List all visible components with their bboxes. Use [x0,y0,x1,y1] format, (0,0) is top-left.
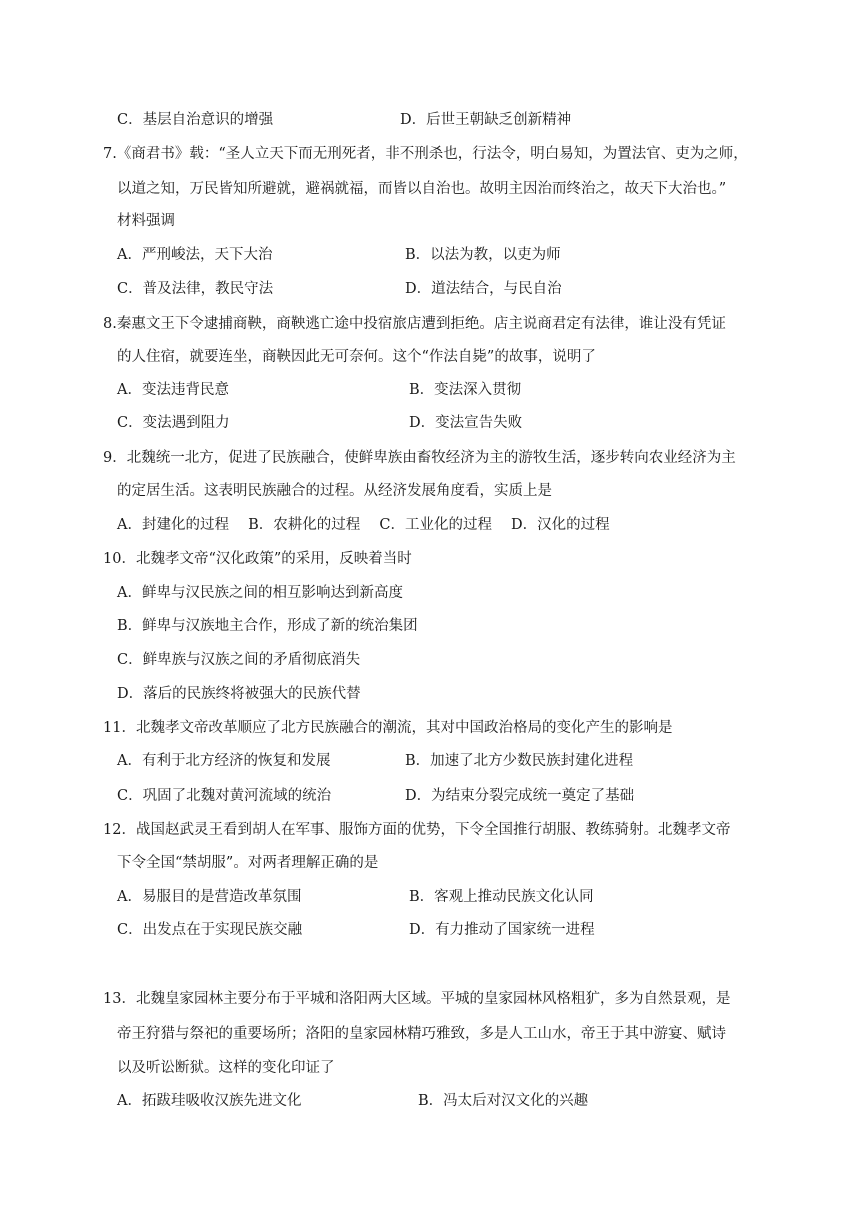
q9-options: A．封建化的过程 B．农耕化的过程 C．工业化的过程 D．汉化的过程 [117,517,610,533]
q7-option-b: B．以法为教，以吏为师 [405,247,561,263]
q8-option-a: A．变法违背民意 [117,382,229,398]
q9-stem-line1: 9．北魏统一北方，促进了民族融合，使鲜卑族由畜牧经济为主的游牧生活，逐步转向农业经济为主 [103,450,736,466]
q6-option-c: C．基层自治意识的增强 [117,112,274,128]
q11-option-c: C．巩固了北魏对黄河流域的统治 [117,788,332,804]
q12-option-a: A．易服目的是营造改革氛围 [117,889,302,905]
q10-option-d: D．落后的民族终将被强大的民族代替 [117,686,361,702]
q8-stem-line1: 8.秦惠文王下令逮捕商鞅，商鞅逃亡途中投宿旅店遭到拒绝。店主说商君定有法律，谁让没有凭证 [103,316,726,332]
q12-option-c: C．出发点在于实现民族交融 [117,922,303,938]
q7-stem-line1: 7.《商君书》载：“圣人立天下而无刑死者，非不刑杀也，行法令，明白易知，为置法官、吏为之师， [103,146,748,162]
q10-option-c: C．鲜卑族与汉族之间的矛盾彻底消失 [117,652,361,668]
q11-option-d: D．为结束分裂完成统一奠定了基础 [405,788,635,804]
q12-option-d: D．有力推动了国家统一进程 [409,922,595,938]
q11-option-a: A．有利于北方经济的恢复和发展 [117,753,331,769]
q11-option-b: B．加速了北方少数民族封建化进程 [405,753,634,769]
q7-stem-line2: 以道之知，万民皆知所避就，避祸就福，而皆以自治也。故明主因治而终治之，故天下大治也。” [117,181,727,197]
q7-option-c: C．普及法律，教民守法 [117,281,274,297]
q10-option-a: A．鲜卑与汉民族之间的相互影响达到新高度 [117,585,403,601]
q13-stem-line2: 帝王狩猎与祭祀的重要场所；洛阳的皇家园林精巧雅致，多是人工山水，帝王于其中游宴、赋诗 [117,1026,726,1042]
q13-option-a: A．拓跋珪吸收汉族先进文化 [117,1093,302,1109]
q8-stem-line2: 的人住宿，就要连坐，商鞅因此无可奈何。这个“作法自毙”的故事，说明了 [117,349,596,365]
q8-option-c: C．变法遇到阻力 [117,415,230,431]
q12-option-b: B．客观上推动民族文化认同 [409,889,594,905]
q13-option-b: B．冯太后对汉文化的兴趣 [418,1093,589,1109]
q10-stem-line1: 10．北魏孝文帝“汉化政策”的采用，反映着当时 [103,551,412,567]
q7-stem-line3: 材料强调 [117,213,175,229]
q7-option-a: A．严刑峻法，天下大治 [117,247,273,263]
q9-stem-line2: 的定居生活。这表明民族融合的过程。从经济发展角度看，实质上是 [117,483,552,499]
q8-option-d: D．变法宣告失败 [409,415,523,431]
q10-option-b: B．鲜卑与汉族地主合作，形成了新的统治集团 [117,618,418,634]
q7-option-d: D．道法结合，与民自治 [405,281,562,297]
q12-stem-line1: 12．战国赵武灵王看到胡人在军事、服饰方面的优势，下令全国推行胡服、教练骑射。北魏孝文帝 [103,822,731,838]
q11-stem-line1: 11．北魏孝文帝改革顺应了北方民族融合的潮流，其对中国政治格局的变化产生的影响是 [103,720,673,736]
q12-stem-line2: 下令全国“禁胡服”。对两者理解正确的是 [117,855,379,871]
q6-option-d: D．后世王朝缺乏创新精神 [400,112,572,128]
q8-option-b: B．变法深入贯彻 [409,382,522,398]
q13-stem-line3: 以及听讼断狱。这样的变化印证了 [117,1060,335,1076]
q13-stem-line1: 13．北魏皇家园林主要分布于平城和洛阳两大区域。平城的皇家园林风格粗犷，多为自然景观，是 [103,991,731,1007]
